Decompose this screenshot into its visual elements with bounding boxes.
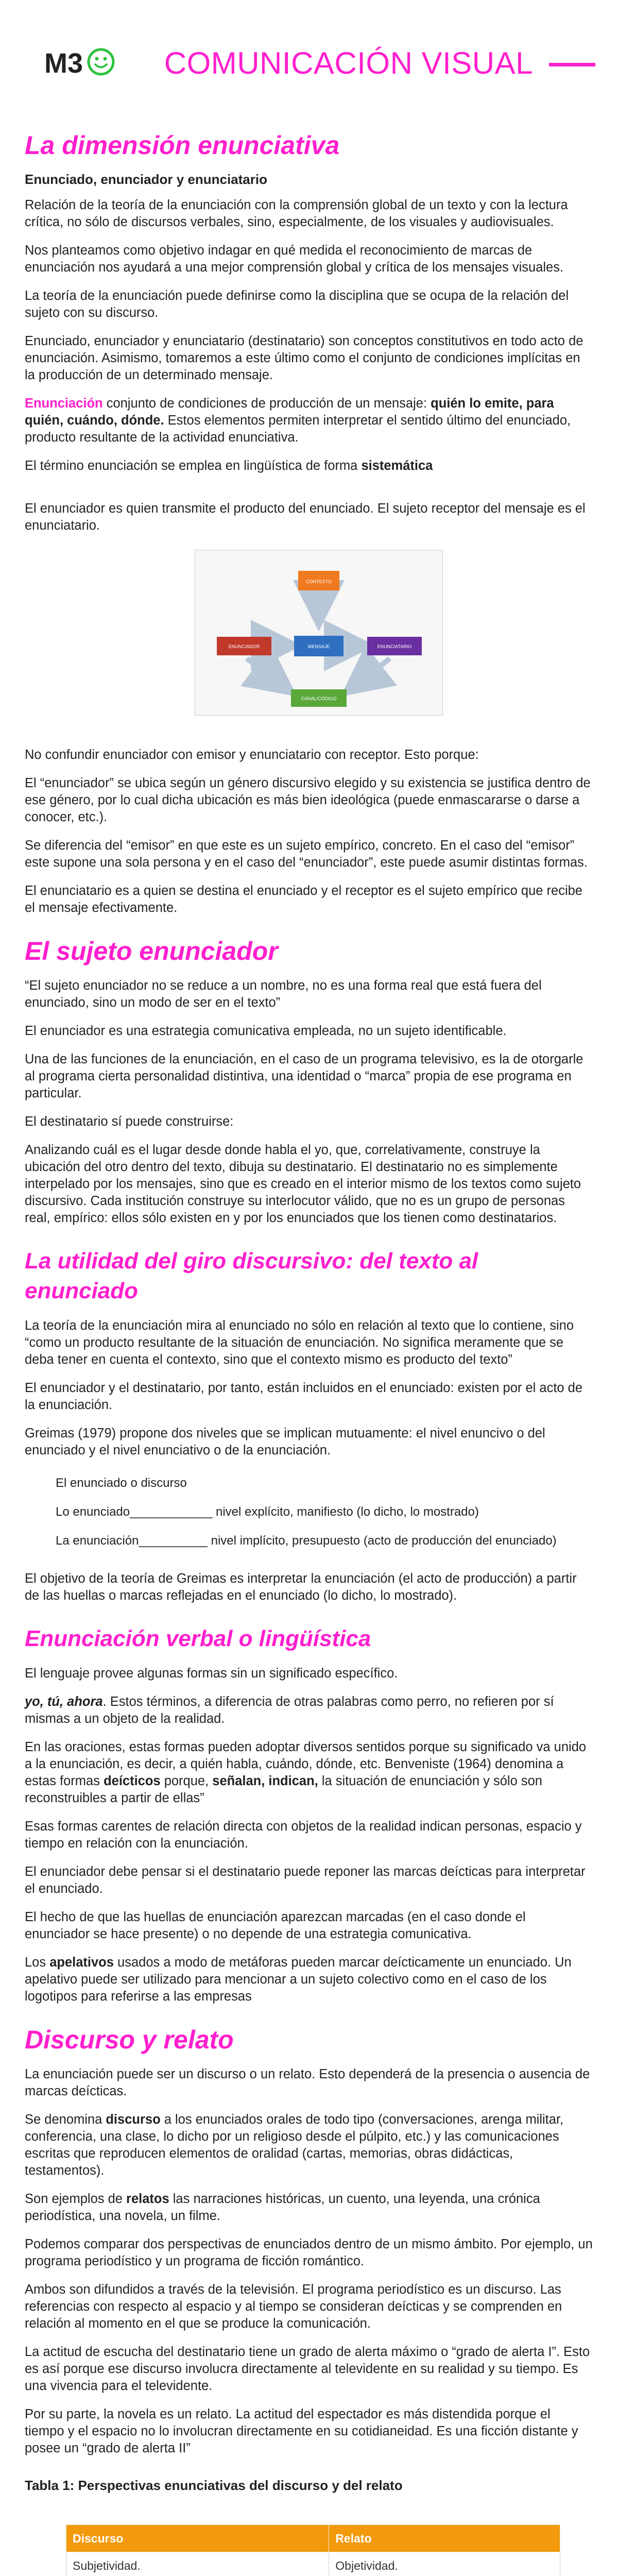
perspectives-table — [66, 2524, 560, 2576]
module-label: M3 — [44, 48, 83, 79]
paragraph: El destinatario sí puede construirse: — [25, 1114, 234, 1129]
paragraph: La teoría de la enunciación puede definirse como la disciplina que se ocupa de la relación del sujeto con su discurso. — [25, 289, 569, 320]
section-heading-sujeto-enunciador: El sujeto enunciador — [25, 937, 278, 965]
greimas-levels — [56, 1475, 593, 1550]
diagram-svg — [195, 550, 442, 715]
section-heading-dimension-enunciativa: La dimensión enunciativa — [25, 131, 340, 160]
level-label: La enunciación__________ nivel implícito, presupuesto (acto de producción del enunciado) — [56, 1534, 557, 1548]
bold-span: señalan, indican, — [212, 1774, 318, 1788]
smiley-icon — [87, 47, 115, 76]
table-title: Tabla 1: Perspectivas enunciativas del discurso y del relato — [25, 2478, 403, 2493]
paragraph: Greimas (1979) propone dos niveles que se implican mutuamente: el nivel enuncivo o del enunciado y el nivel enunciativo o de la enunciación. — [25, 1426, 545, 1458]
table-body — [66, 2552, 560, 2576]
paragraph: Analizando cuál es el lugar desde donde habla el yo, que, correlativamente, construye la ubicación del otro dentro del texto, dibuja su destinatario. El destinatario no es simplemente interpelado por los mensajes, sino que es creado en el interior mismo de los textos como sujeto discursivo. Cada institución construye su interlocutor válido, que no es un grupo de personas real, empírico: ellos sólo existen en y por los enunciados que los tienen como destinatarios. — [25, 1143, 581, 1225]
text-span: usados a modo de metáforas pueden marcar deícticamente un enunciado. Un apelativo puede ser utilizado para mencionar a un sujeto colectivo como en el caso de los logotipos para referirse a las empresas — [25, 1955, 572, 2004]
paragraph: Por su parte, la novela es un relato. La actitud del espectador es más distendida porque el tiempo y el espacio no lo involucran directamente en su cotidianeidad. Es una ficción distante y posee un “grado de alerta II” — [25, 2407, 578, 2455]
arrow — [247, 658, 289, 690]
diagram-label: MENSAJE — [307, 644, 330, 649]
paragraph: Nos planteamos como objetivo indagar en qué medida el reconocimiento de marcas de enunciación nos ayudará a una mejor comprensión global y crítica de los mensajes visuales. — [25, 243, 564, 275]
text-span: Estos elementos permiten interpretar el sentido último del enunciado, producto resultante de la actividad enunciativa. — [25, 413, 571, 445]
term-enunciacion: Enunciación — [25, 396, 103, 411]
paragraph: Esas formas carentes de relación directa con objetos de la realidad indican personas, espacio y tiempo en relación con la enunciación. — [25, 1819, 582, 1851]
paragraph: La enunciación puede ser un discurso o un relato. Esto dependerá de la presencia o ausencia de marcas deícticas. — [25, 2067, 590, 2098]
paragraph — [25, 1739, 593, 1807]
table-cell: Objetividad. — [329, 2552, 560, 2576]
paragraph: El enunciador es quien transmite el producto del enunciado. El sujeto receptor del mensaje es el enunciatario. — [25, 501, 586, 533]
diagram-label: CONTEXTO — [306, 579, 332, 584]
paragraph: Se diferencia del “emisor” en que este es un sujeto empírico, concreto. En el caso del “emisor” este supone una sola persona y en el caso del “enunciador”, este puede asumir distintas formas. — [25, 838, 588, 870]
arrow — [349, 658, 390, 690]
text-span: Se denomina — [25, 2112, 106, 2127]
paragraph: Relación de la teoría de la enunciación con la comprensión global de un texto y con la lectura crítica, no sólo de discursos verbales, sino, especialmente, de los visuales y audiovisuales. — [25, 198, 568, 229]
bold-span: discurso — [106, 2112, 161, 2127]
paragraph: El enunciador debe pensar si el destinatario puede reponer las marcas deícticas para interpretar el enunciado. — [25, 1865, 586, 1896]
paragraph: No confundir enunciador con emisor y enunciatario con receptor. Esto porque: — [25, 748, 479, 762]
paragraph: El “enunciador” se ubica según un género discursivo elegido y su existencia se justifica dentro de ese género, por lo cual dicha ubicación es más bien ideológica (puede enmascararse o darse a conocer, etc.). — [25, 776, 591, 824]
document-title: COMUNICACIÓN VISUAL — [164, 46, 533, 80]
paragraph: La actitud de escucha del destinatario tiene un grado de alerta máximo o “grado de alerta I”. Esto es así porque ese discurso involucra directamente al televidente en su realidad y su tiempo. Es una vivencia para el televidente. — [25, 2345, 590, 2393]
table-header-cell: Discurso — [66, 2525, 329, 2552]
paragraph — [25, 1693, 593, 1727]
paragraph: Podemos comparar dos perspectivas de enunciados dentro de un mismo ámbito. Por ejemplo, un programa periodístico y un programa de ficción romántico. — [25, 2237, 593, 2268]
paragraph — [25, 1954, 593, 2005]
text-span: En las oraciones, estas formas pueden adoptar diversos sentidos porque su significado va unido a la enunciación, es decir, a quién habla, cuándo, dónde, etc. Benveniste (1964) denomina a estas formas — [25, 1740, 587, 1788]
text-span: . Estos términos, a diferencia de otras palabras como perro, no refieren por sí mismas a un objeto de la realidad. — [25, 1694, 554, 1726]
level-label: El enunciado o discurso — [56, 1476, 187, 1490]
table-header-cell: Relato — [329, 2525, 560, 2552]
bold-span: quién lo emite, para quién, cuándo, dónde. — [25, 396, 554, 428]
text-span: Los — [25, 1955, 50, 1970]
emphasis: yo, tú, ahora — [25, 1694, 103, 1709]
text-span: a los enunciados orales de todo tipo (conversaciones, arenga militar, conferencia, una clase, lo dicho por un religioso desde el púlpito, etc.) y las comunicaciones escritas que reproducen elementos de oralidad (cartas, memorias, obras didácticas, testamentos). — [25, 2112, 564, 2178]
title-underline — [549, 63, 595, 66]
paragraph — [25, 457, 593, 474]
paragraph: “El sujeto enunciador no se reduce a un nombre, no es una forma real que está fuera del enunciado, sino un modo de ser en el texto” — [25, 978, 542, 1010]
text-span: la situación de enunciación y sólo son reconstruibles a partir de ellas” — [25, 1774, 542, 1805]
bold-span: relatos — [126, 2192, 169, 2206]
paragraph: La teoría de la enunciación mira al enunciado no sólo en relación al texto que lo contiene, sino “como un producto resultante de la situación de enunciación. No significa meramente que se deba tener en cuenta el contexto, sino que el contexto mismo es producto del texto” — [25, 1318, 574, 1367]
paragraph: El lenguaje provee algunas formas sin un significado específico. — [25, 1666, 398, 1681]
content — [25, 111, 593, 2576]
bold-span: deícticos — [104, 1774, 161, 1788]
diagram-label: ENUNCIATARIO — [377, 644, 412, 649]
paragraph: Enunciado, enunciador y enunciatario (destinatario) son conceptos constitutivos en todo acto de enunciación. Asimismo, tomaremos a este último como el conjunto de condiciones implícitas en la producción de un determinado mensaje. — [25, 334, 583, 382]
subheading: Enunciado, enunciador y enunciatario — [25, 172, 267, 187]
section-heading-utilidad-giro: La utilidad del giro discursivo: del texto al enunciado — [25, 1248, 478, 1303]
diagram-label: ENUNCIADOR — [228, 644, 260, 649]
paragraph — [25, 2111, 593, 2179]
bold-span: apelativos — [49, 1955, 114, 1970]
bold-span: sistemática — [361, 459, 433, 473]
section-heading-enunciacion-verbal: Enunciación verbal o lingüística — [25, 1626, 371, 1651]
paragraph: El enunciador y el destinatario, por tanto, están incluidos en el enunciado: existen por el acto de la enunciación. — [25, 1381, 583, 1412]
paragraph: El objetivo de la teoría de Greimas es interpretar la enunciación (el acto de producción) a partir de las huellas o marcas reflejadas en el enunciado (lo dicho, lo mostrado). — [25, 1571, 577, 1603]
text-span: conjunto de condiciones de producción de un mensaje: — [102, 396, 431, 411]
table-row — [66, 2552, 560, 2576]
paragraph-enunciacion-definition — [25, 395, 593, 446]
paragraph: El enunciatario es a quien se destina el enunciado y el receptor es el sujeto empírico que recibe el mensaje efectivamente. — [25, 884, 582, 915]
text-span: Son ejemplos de — [25, 2192, 127, 2206]
text-span: porque, — [160, 1774, 213, 1788]
paragraph: Ambos son difundidos a través de la televisión. El programa periodístico es un discurso. Las referencias con respecto al espacio y al tiempo se consideran deícticas y se comprenden en relación al momento en el que se produce la comunicación. — [25, 2282, 562, 2331]
text-span: El término enunciación se emplea en lingüística de forma — [25, 459, 362, 473]
text-span: las narraciones históricas, un cuento, una leyenda, una crónica periodística, una novela, un filme. — [25, 2192, 540, 2223]
table-cell: Subjetividad. — [66, 2552, 329, 2576]
communication-diagram — [195, 550, 443, 716]
diagram-label: CANAL/CÓDIGO — [301, 696, 337, 701]
level-label: Lo enunciado____________ nivel explícito, manifiesto (lo dicho, lo mostrado) — [56, 1505, 479, 1519]
section-heading-discurso-relato: Discurso y relato — [25, 2025, 234, 2054]
table-header-row — [66, 2525, 560, 2552]
paragraph: El enunciador es una estrategia comunicativa empleada, no un sujeto identificable. — [25, 1024, 507, 1038]
paragraph — [25, 2191, 593, 2225]
paragraph: El hecho de que las huellas de enunciación aparezcan marcadas (en el caso donde el enunciador se hace presente) o no depende de una estrategia comunicativa. — [25, 1910, 526, 1941]
paragraph: Una de las funciones de la enunciación, en el caso de un programa televisivo, es la de otorgarle al programa cierta personalidad distintiva, una identidad o “marca” propia de ese programa en particular. — [25, 1052, 583, 1100]
header — [0, 0, 618, 103]
